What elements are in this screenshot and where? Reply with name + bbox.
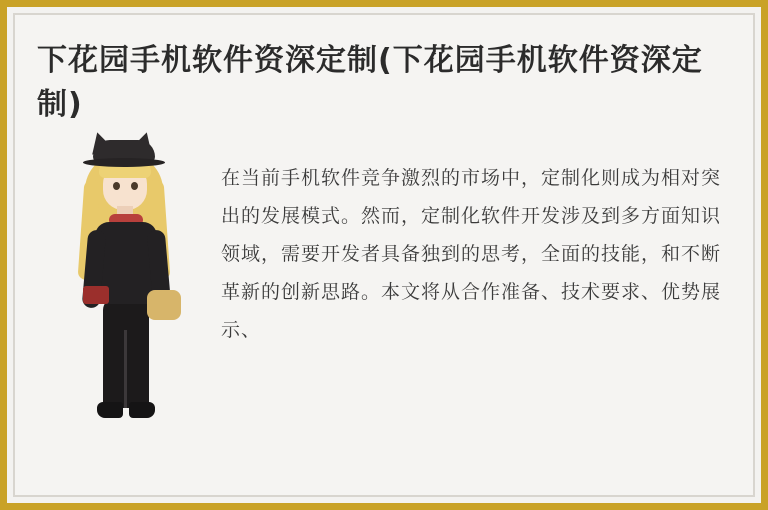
- eye-left: [113, 182, 120, 190]
- eye-right: [131, 182, 138, 190]
- hat-brim: [83, 158, 165, 167]
- book: [83, 286, 109, 304]
- illustration-figure: [55, 140, 205, 440]
- shoe-right: [129, 402, 155, 418]
- article-content: [37, 140, 731, 440]
- shoe-left: [97, 402, 123, 418]
- leg-split: [124, 330, 127, 408]
- article-frame: [13, 13, 755, 497]
- page-title: 下花园手机软件资深定制(下花园手机软件资深定制): [37, 43, 703, 122]
- bag: [147, 290, 181, 320]
- article-body: 在当前手机软件竞争激烈的市场中，定制化则成为相对突出的发展模式。然而，定制化软件开发涉及到多方面知识领域，需要开发者具备独到的思考，全面的技能，和不断革新的创新思路。本文将从合作准备、技术要求、优势展示、: [221, 167, 722, 341]
